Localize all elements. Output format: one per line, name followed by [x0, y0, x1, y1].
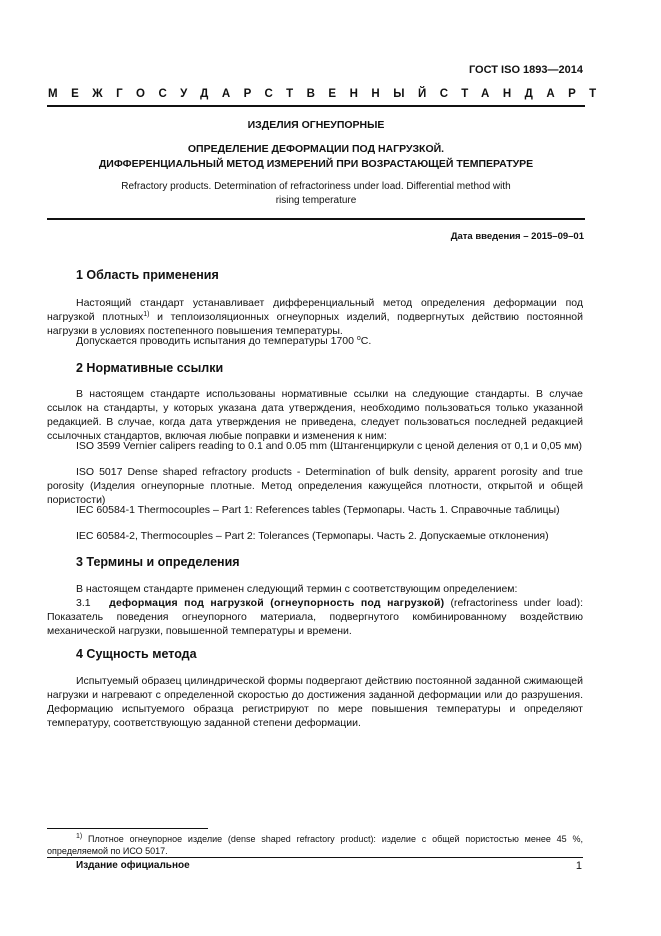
- introduction-date: Дата введения – 2015–09–01: [450, 231, 584, 242]
- section-1-heading: 1 Область применения: [76, 268, 219, 282]
- term-definition-text: Показатель поведения огнеупорного материала, подвергнутого комбинированному воздействию механической нагрузки, повышенной температуры и времени.: [47, 611, 583, 637]
- term-number: 3.1: [76, 597, 91, 609]
- section-2-paragraph-1: В настоящем стандарте использованы нормативные ссылки на следующие стандарты. В случае ссылок на стандарты, у которых указана дата утверждения, необходимо пользоваться только указанной редакцией. В случае, когда дата утверждения не приведена, следует пользоваться последней редакцией ссылочных стандартов, включая любые поправки и изменения к ним:: [47, 388, 583, 442]
- reference-iso-5017: ISO 5017 Dense shaped refractory products - Determination of bulk density, apparent porosity and true porosity (Изделия огнеупорные плотные. Метод определения кажущейся плотности, открытой и общей пористости): [47, 466, 583, 506]
- title-line-1: ОПРЕДЕЛЕНИЕ ДЕФОРМАЦИИ ПОД НАГРУЗКОЙ.: [187, 143, 445, 155]
- reference-iec-60584-1: IEC 60584-1 Thermocouples – Part 1: References tables (Термопары. Часть 1. Справочные таблицы): [76, 504, 560, 516]
- section-2-heading: 2 Нормативные ссылки: [76, 361, 224, 375]
- products-title: ИЗДЕЛИЯ ОГНЕУПОРНЫЕ: [247, 119, 385, 131]
- footnote-ref: 1): [143, 311, 150, 318]
- english-title-line-1: Refractory products. Determination of refractoriness under load. Differential method with: [121, 181, 511, 192]
- official-edition-label: Издание официальное: [76, 860, 190, 871]
- footnote-divider: [47, 828, 208, 829]
- banner-right-text: СТАНДАРТ: [439, 88, 610, 100]
- term-name: деформация под нагрузкой (огнеупорность под нагрузкой): [109, 597, 445, 609]
- english-title: [47, 180, 585, 208]
- document-title: [47, 142, 585, 172]
- term-english: (refractoriness under load):: [444, 597, 583, 609]
- footnote: $^{1)}$ Плотное огнеупорное изделие (dense shaped refractory product): изделие с общей пористостью менее 45 %, определяемой по ИСО 5017.: [47, 833, 583, 856]
- section-3-heading: 3 Термины и определения: [76, 555, 240, 569]
- title-divider: [47, 218, 585, 220]
- title-line-2: ДИФФЕРЕНЦИАЛЬНЫЙ МЕТОД ИЗМЕРЕНИЙ ПРИ ВОЗРАСТАЮЩЕЙ ТЕМПЕРАТУРЕ: [98, 158, 534, 170]
- section-1-paragraph-1: Настоящий стандарт устанавливает дифференциальный метод определения деформации под нагрузкой плотных$^{1)}$ и теплоизоляционных огнеупорных изделий, подвергнутых действию постоянной нагрузки в условиях постепенного повышения температуры.: [47, 297, 583, 337]
- section-1-paragraph-2: Допускается проводить испытания до температуры 1700 $^о$С.: [76, 335, 372, 347]
- page-number: 1: [575, 860, 582, 872]
- reference-iso-3599: ISO 3599 Vernier calipers reading to 0.1 and 0.05 mm (Штангенциркули с ценой деления от 0,1 и 0,05 мм): [76, 440, 583, 452]
- english-title-line-2: rising temperature: [275, 195, 357, 206]
- section-3-paragraph-1: В настоящем стандарте применен следующий термин с соответствующим определением:: [76, 583, 518, 595]
- section-4-paragraph-1: Испытуемый образец цилиндрической формы подвергают действию постоянной заданной сжимающей нагрузки и нагревают с определенной скоростью до достижения заданной деформации или до разрушения. Деформацию испытуемого образца регистрируют по мере повышения температуры и определяют температуру, соответствующую заданной степени деформации.: [47, 675, 583, 729]
- interstate-standard-banner: [48, 88, 610, 100]
- term-definition: [47, 596, 583, 638]
- footer-divider: [47, 857, 583, 858]
- reference-iec-60584-2: IEC 60584-2, Thermocouples – Part 2: Tolerances (Термопары. Часть 2. Допускаемые отклонения): [76, 530, 549, 542]
- banner-left-text: МЕЖГОСУДАРСТВЕННЫЙ: [48, 88, 440, 100]
- section-4-heading: 4 Сущность метода: [76, 647, 197, 661]
- document-code: ГОСТ ISO 1893—2014: [468, 64, 583, 76]
- banner-divider: [47, 105, 585, 107]
